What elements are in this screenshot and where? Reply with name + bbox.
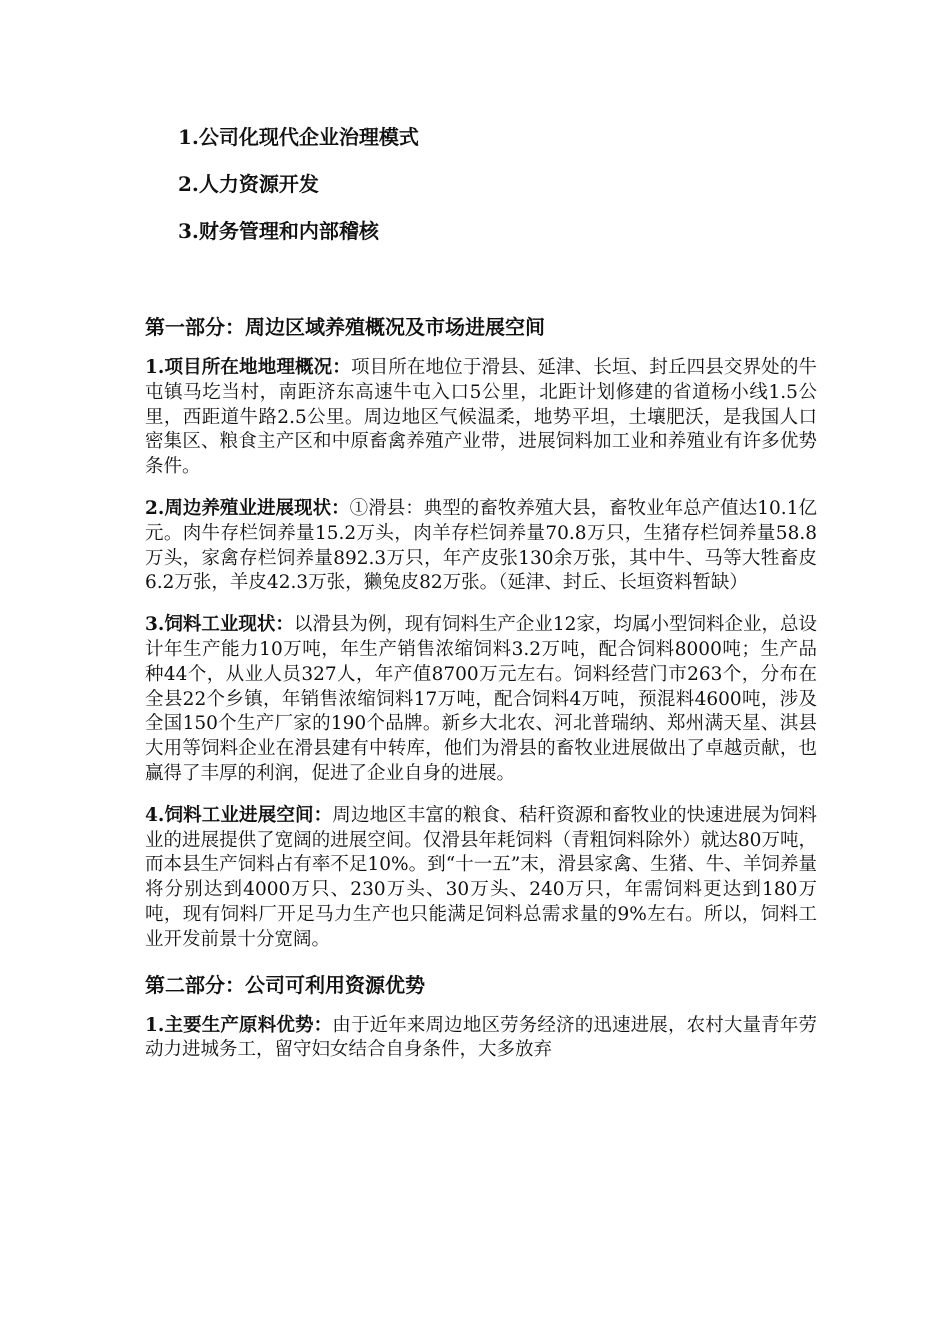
part1-p2-lead: 2.周边养殖业进展现状： [145,497,350,519]
part2-p1-lead: 1.主要生产原料优势： [145,1014,333,1036]
part1-p1-lead: 1.项目所在地地理概况： [145,357,351,378]
part1-paragraph-geography [145,356,817,480]
toc-item-1: 1.公司化现代企业治理模式 [178,125,419,149]
toc-item-2: 2.人力资源开发 [178,172,319,196]
toc-item-3: 3.财务管理和内部稽核 [178,219,379,243]
document-body [145,312,817,1080]
part1-paragraph-feed-industry [145,613,817,787]
part1-paragraph-breeding-status [145,497,817,596]
part1-p1-body: 项目所在地位于滑县、延津、长垣、封丘四县交界处的牛屯镇马圪当村，南距济东高速牛屯入口5公里，北距计划修建的省道杨小线1.5公里，西距道牛路2.5公里。周边地区气候温柔，地势平坦，土壤肥沃，是我国人口密集区、粮食主产区和中原畜禽养殖产业带，进展饲料加工业和养殖业有许多优势条件。 [145,357,817,478]
part2-heading: 第二部分：公司可利用资源优势 [145,972,425,997]
part1-p4-body: 周边地区丰富的粮食、秸秆资源和畜牧业的快速进展为饲料业的进展提供了宽阔的进展空间。仅滑县年耗饲料（青粗饲料除外）就达80万吨，而本县生产饲料占有率不足10%。到“十一五”末，滑县家禽、生猪、牛、羊饲养量将分别达到4000万只、230万头、30万头、240万只，年需饲料更达到180万吨，现有饲料厂开足马力生产也只能满足饲料总需求量的9%左右。所以，饲料工业开发前景十分宽阔。 [145,804,817,950]
table-of-contents [178,122,778,263]
part1-heading: 第一部分：周边区域养殖概况及市场进展空间 [145,315,545,339]
part2-paragraph-raw-material [145,1014,817,1064]
part1-paragraph-feed-space [145,804,817,953]
part1-p3-lead: 3.饲料工业现状： [145,614,294,636]
part2-p1-body: 由于近年来周边地区劳务经济的迅速进展，农村大量青年劳动力进城务工，留守妇女结合自身条件，大多放弃 [145,1014,817,1061]
part1-p2-body: ①滑县：典型的畜牧养殖大县，畜牧业年总产值达10.1亿元。肉牛存栏饲养量15.2万头，肉羊存栏饲养量70.8万只，生猪存栏饲养量58.8万头，家禽存栏饲养量892.3万只，年产皮张130余万张，其中牛、马等大牲畜皮6.2万张，羊皮42.3万张，獭兔皮82万张。（延津、封丘、长垣资料暂缺） [145,497,817,594]
part1-p4-lead: 4.饲料工业进展空间： [145,804,333,826]
part1-p3-body: 以滑县为例，现有饲料生产企业12家，均属小型饲料企业，总设计年生产能力10万吨，年生产销售浓缩饲料3.2万吨，配合饲料8000吨；生产品种44个，从业人员327人，年产值8700万元左右。饲料经营门市263个，分布在全县22个乡镇，年销售浓缩饲料17万吨，配合饲料4万吨，预混料4600吨，涉及全国150个生产厂家的190个品牌。新乡大北农、河北普瑞纳、郑州满天星、淇县大用等饲料企业在滑县建有中转库，他们为滑县的畜牧业进展做出了卓越贡献，也赢得了丰厚的利润，促进了企业自身的进展。 [145,614,817,784]
